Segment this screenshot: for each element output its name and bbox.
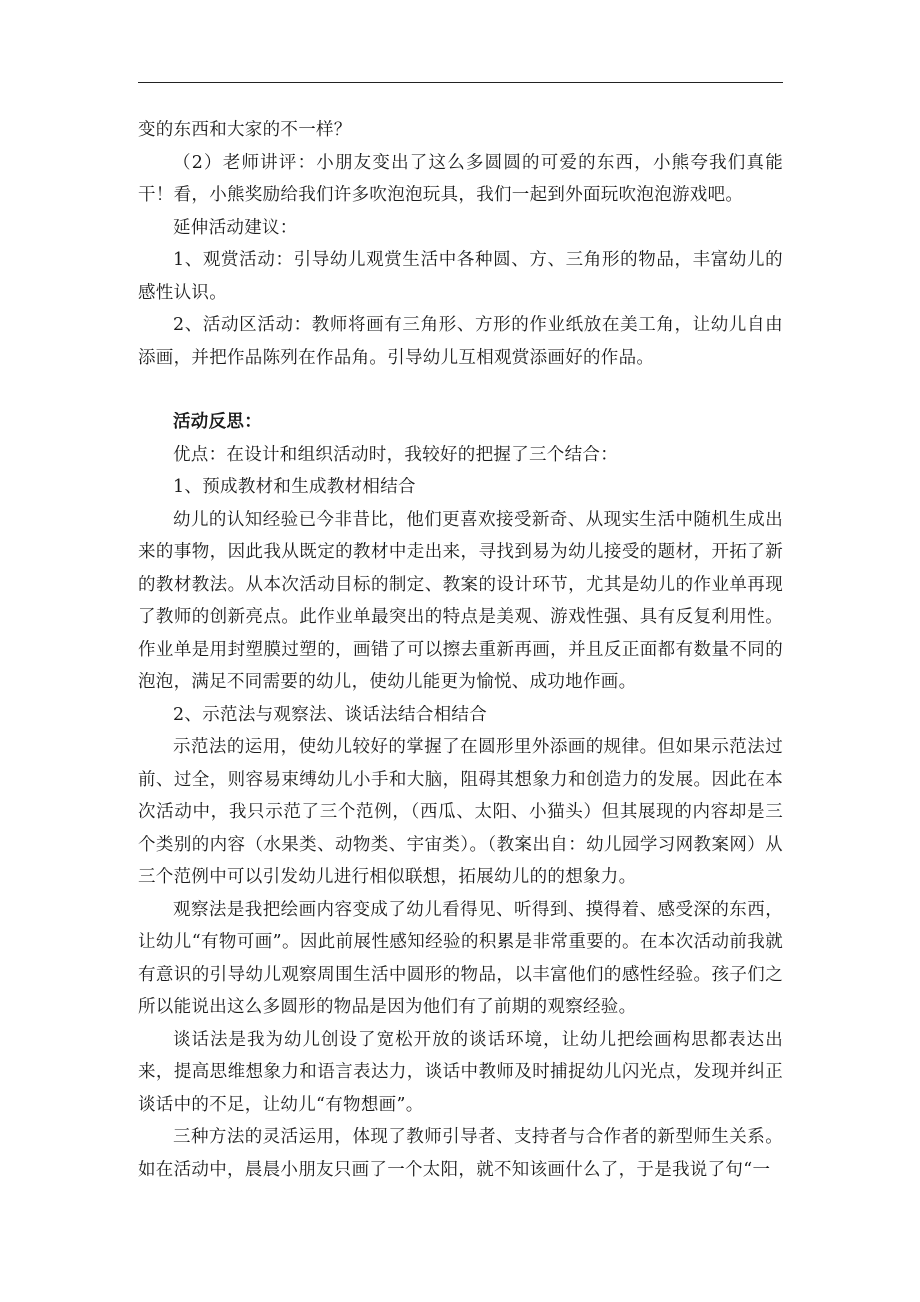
paragraph-teacher-comment: （2）老师讲评：小朋友变出了这么多圆圆的可爱的东西，小熊夸我们真能干！看，小熊奖励给我们许多吹泡泡玩具，我们一起到外面玩吹泡泡游戏吧。: [138, 152, 783, 205]
paragraph-three-methods: 三种方法的灵活运用，体现了教师引导者、支持者与合作者的新型师生关系。如在活动中，晨晨小朋友只画了一个太阳，就不知该画什么了，于是我说了句“一: [138, 1127, 783, 1180]
paragraph-conversation: 谈话法是我为幼儿创设了宽松开放的谈话环境，让幼儿把绘画构思都表达出来，提高思维想象力和语言表达力，谈话中教师及时捕捉幼儿闪光点，发现并纠正谈话中的不足，让幼儿“有物想画”。: [138, 1029, 783, 1115]
paragraph-spacer: [138, 374, 783, 406]
paragraph-demonstration: 示范法的运用，使幼儿较好的掌握了在圆形里外添画的规律。但如果示范法过前、过全，则容易束缚幼儿小手和大脑，阻碍其想象力和创造力的发展。因此在本次活动中，我只示范了三个范例，（西瓜、太阳、小猫头）但其展现的内容却是三个类别的内容（水果类、动物类、宇宙类）。（教案出自：幼儿园学习网教案网）从三个范例中可以引发幼儿进行相似联想，拓展幼儿的的想象力。: [138, 737, 783, 887]
section-heading-reflection: 活动反思：: [173, 412, 262, 432]
paragraph-extension-1: 1、观赏活动：引导幼儿观赏生活中各种圆、方、三角形的物品，丰富幼儿的感性认识。: [138, 250, 783, 303]
paragraph-strengths: 优点：在设计和组织活动时，我较好的把握了三个结合：: [173, 444, 618, 465]
paragraph-observation: 观察法是我把绘画内容变成了幼儿看得见、听得到、摸得着、感受深的东西，让幼儿“有物可画”。因此前展性感知经验的积累是非常重要的。在本次活动前我就有意识的引导幼儿观察周围生活中圆形的物品，以丰富他们的感性经验。孩子们之所以能说出这么多圆形的物品是因为他们有了前期的观察经验。: [138, 899, 783, 1017]
paragraph-point-2-title: 2、示范法与观察法、谈话法结合相结合: [173, 704, 488, 725]
paragraph-continuation: 变的东西和大家的不一样？: [138, 120, 352, 140]
document-body: [138, 114, 783, 1186]
paragraph-extension-2: 2、活动区活动：教师将画有三角形、方形的作业纸放在美工角，让幼儿自由添画，并把作品陈列在作品角。引导幼儿互相观赏添画好的作品。: [138, 315, 783, 368]
paragraph-point-1-title: 1、预成教材和生成教材相结合: [173, 477, 416, 497]
header-rule: [138, 82, 783, 83]
paragraph-point-1-body: 幼儿的认知经验已今非昔比，他们更喜欢接受新奇、从现实生活中随机生成出来的事物，因此我从既定的教材中走出来，寻找到易为幼儿接受的题材，开拓了新的教材教法。从本次活动目标的制定、教案的设计环节，尤其是幼儿的作业单再现了教师的创新亮点。此作业单最突出的特点是美观、游戏性强、具有反复利用性。作业单是用封塑膜过塑的，画错了可以擦去重新再画，并且反正面都有数量不同的泡泡，满足不同需要的幼儿，使幼儿能更为愉悦、成功地作画。: [138, 509, 783, 692]
paragraph-extension-heading: 延伸活动建议：: [173, 217, 298, 238]
